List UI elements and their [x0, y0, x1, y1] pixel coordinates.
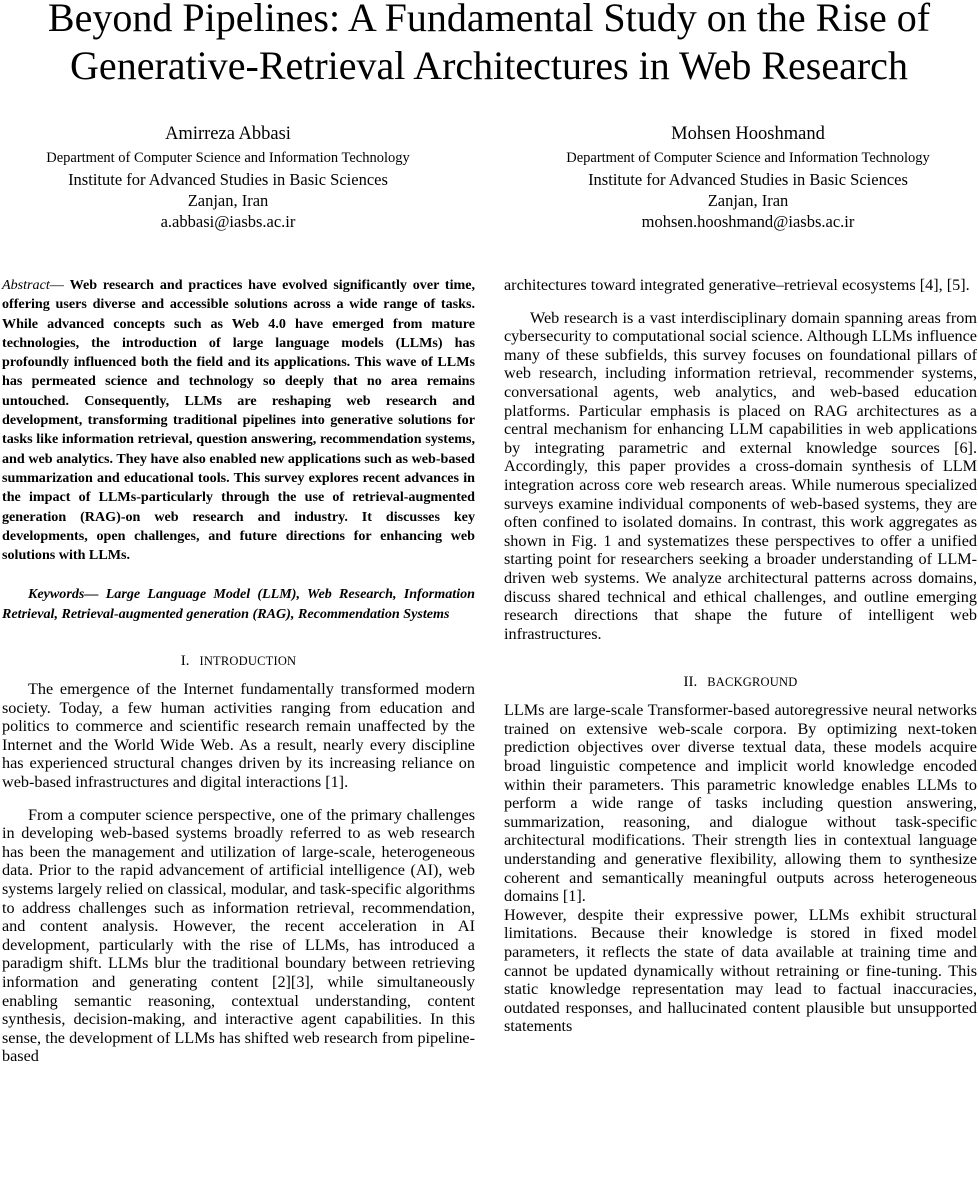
author-block-1: [0, 120, 463, 232]
paper-title: [0, 0, 978, 90]
section-number: I.: [180, 653, 190, 670]
author-location: Zanjan, Iran: [187, 191, 269, 210]
background-paragraph-2: However, despite their expressive power, LLMs exhibit structural limitations. Because their knowledge is stored in fixed model parameters, it reflects the state of data available at training time and cannot be updated dynamically without retraining or fine-tuning. This static knowledge representation may lead to factual inaccuracies, outdated responses, and hallucinated content plausible but unsupported statements: [504, 905, 977, 1036]
author-name: Mohsen Hooshmand: [671, 124, 825, 144]
keywords-text: Large Language Model (LLM), Web Research, Information Retrieval, Retrieval-augmented generation (RAG), Recommendation Systems: [2, 586, 476, 622]
abstract: [2, 276, 475, 565]
right-column: [504, 276, 977, 1036]
section-heading-background: [504, 673, 977, 691]
title-line-1: Beyond Pipelines: A Fundamental Study on the Rise of: [47, 0, 931, 40]
background-paragraph-1: LLMs are large-scale Transformer-based autoregressive neural networks trained on extensive web-scale corpora. By optimizing next-token prediction objectives over diverse textual data, these models acquire broad linguistic competence and implicit world knowledge encoded within their parameters. This parametric knowledge enables LLMs to perform a wide range of tasks including question answering, summarization, reasoning, and dialogue without task-specific architectural modifications. Their strength lies in contextual language understanding and generative flexibility, allowing them to synthesize coherent and semantically meaningful outputs across heterogeneous domains [1].: [504, 701, 977, 906]
section-heading-introduction: [2, 652, 475, 670]
intro-paragraph-1: The emergence of the Internet fundamentally transformed modern society. Today, a few human activities ranging from education and politics to commerce and scientific research remain unaffected by the Internet and the World Wide Web. As a result, nearly every discipline has experienced structural changes driven by its increasing reliance on web-based infrastructures and digital interactions [1].: [2, 680, 475, 792]
author-email: a.abbasi@iasbs.ac.ir: [160, 212, 296, 231]
keywords-label: Keywords—: [28, 586, 106, 603]
author-institute: Institute for Advanced Studies in Basic Sciences: [68, 170, 388, 189]
intro-paragraph-2: From a computer science perspective, one of the primary challenges in developing web-based systems broadly referred to as web research has been the management and utilization of large-scale, heterogeneous data. Prior to the rapid advancement of artificial intelligence (AI), web systems largely relied on classical, modular, and task-specific algorithms to address challenges such as information retrieval, recommendation, and content analysis. However, the recent acceleration in AI development, particularly with the rise of LLMs, has introduced a paradigm shift. LLMs blur the traditional boundary between retrieving information and generating content [2][3], while simultaneously enabling semantic reasoning, contextual understanding, content synthesis, decision-making, and interactive agent capabilities. In this sense, the development of LLMs has shifted web research from pipeline-based: [2, 805, 475, 1066]
author-block-2: [513, 120, 978, 232]
author-location: Zanjan, Iran: [707, 191, 789, 210]
section-title: BACKGROUND: [707, 675, 798, 690]
abstract-dash: —: [49, 277, 70, 293]
title-line-2: Generative-Retrieval Architectures in Web Research: [70, 43, 908, 88]
section-title: INTRODUCTION: [199, 654, 297, 669]
abstract-label: Abstract: [2, 277, 50, 293]
author-name: Amirreza Abbasi: [165, 124, 291, 144]
author-institute: Institute for Advanced Studies in Basic Sciences: [588, 170, 908, 189]
author-email: mohsen.hooshmand@iasbs.ac.ir: [641, 212, 855, 231]
author-department: Department of Computer Science and Information Technology: [46, 150, 410, 166]
intro-paragraph-2-continued: architectures toward integrated generative–retrieval ecosystems [4], [5].: [504, 276, 970, 294]
left-column: [2, 276, 475, 1066]
keywords: [2, 585, 475, 624]
author-department: Department of Computer Science and Information Technology: [566, 150, 930, 166]
abstract-text: Web research and practices have evolved significantly over time, offering users diverse and accessible solutions across a wide range of tasks. While advanced concepts such as Web 4.0 have emerged from mature technologies, the introduction of large language models (LLMs) has profoundly influenced both the field and its applications. This wave of LLMs has permeated science and technology so deeply that no area remains untouched. Consequently, LLMs are reshaping web research and development, transforming traditional pipelines into generative solutions for tasks like information retrieval, question answering, recommendation systems, and web analytics. They have also enabled new applications such as web-based summarization and educational tools. This survey explores recent advances in the impact of LLMs-particularly through the use of retrieval-augmented generation (RAG)-on web research and industry. It discusses key developments, open challenges, and future directions for enhancing web solutions with LLMs.: [2, 277, 476, 564]
section-number: II.: [683, 674, 698, 691]
intro-paragraph-3: Web research is a vast interdisciplinary domain spanning areas from cybersecurity to computational social science. Although LLMs influence many of these subfields, this survey focuses on foundational pillars of web research, including information retrieval, recommender systems, conversational agents, web analytics, and web-based education platforms. Particular emphasis is placed on RAG architectures as a central mechanism for enhancing LLM capabilities in web applications by integrating parametric and external knowledge sources [6]. Accordingly, this paper provides a cross-domain synthesis of LLM integration across core web research areas. While numerous specialized surveys examine individual components of web-based systems, they are often confined to isolated domains. In contrast, this work aggregates as shown in Fig. 1 and systematizes these perspectives to offer a unified starting point for researchers seeking a broader understanding of LLM-driven web systems. We analyze architectural patterns across domains, discuss shared technical and ethical challenges, and outline emerging research directions that shape the future of intelligent web infrastructures.: [504, 308, 977, 643]
